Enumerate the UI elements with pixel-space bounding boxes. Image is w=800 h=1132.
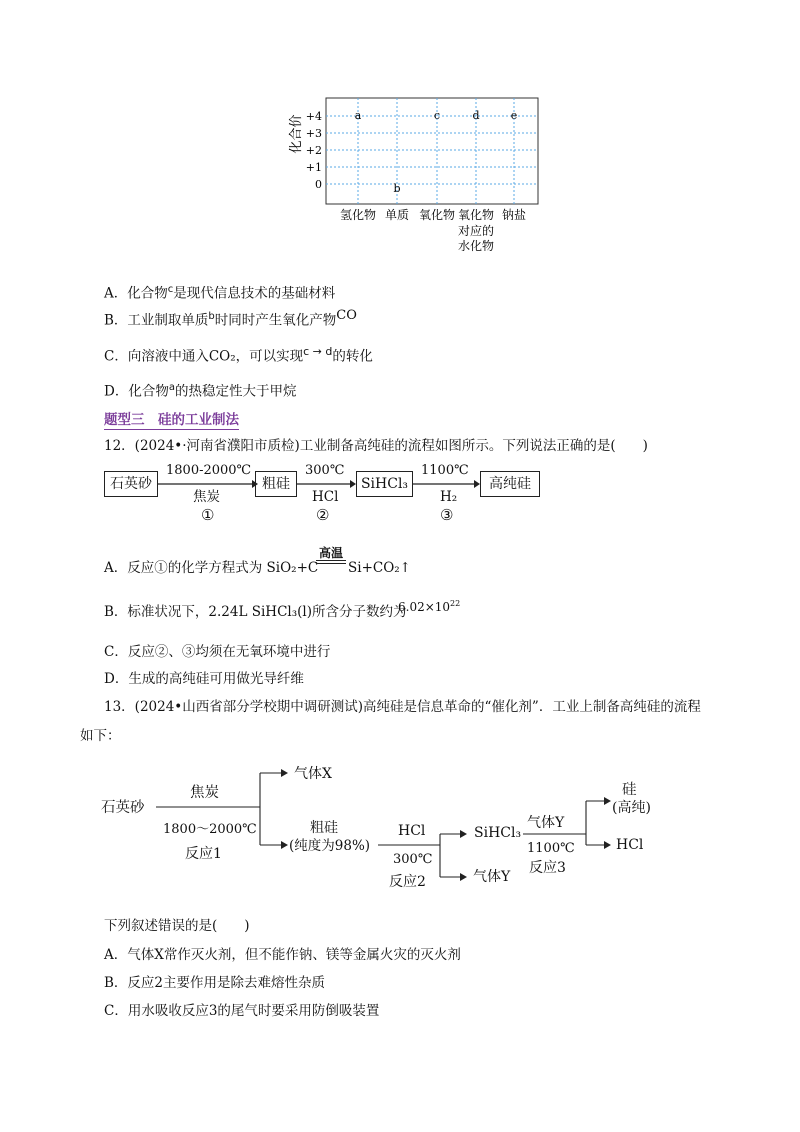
point-b: b xyxy=(393,182,401,195)
q12-option-d: D．生成的高纯硅可用做光导纤维 xyxy=(104,671,304,687)
flow-reagent-2: HCl xyxy=(312,489,339,505)
flow-box-quartz: 石英砂 xyxy=(104,471,158,497)
q13-crude-si: 粗硅 xyxy=(310,820,338,836)
q13-r2-temp: 300℃ xyxy=(393,852,433,867)
q11-option-a: A．化合物$^c$是现代信息技术的基础材料 xyxy=(104,284,336,302)
q11-option-d: D．化合物$^a$的热稳定性大于甲烷 xyxy=(104,382,297,400)
reaction-condition: 高温 xyxy=(316,547,346,564)
y-tick-label: +3 xyxy=(305,127,322,140)
y-tick-label: +2 xyxy=(305,144,322,157)
q13-gas-y-out: 气体Y xyxy=(473,869,511,885)
flow-cond-temp-1: 1800-2000℃ xyxy=(166,463,252,478)
flow-step-2: ② xyxy=(316,506,330,524)
q13-option-a: A．气体X常作灭火剂，但不能作钠、镁等金属火灾的灭火剂 xyxy=(104,947,461,963)
q13-gas-x: 气体X xyxy=(294,766,332,782)
x-category-label-extra: 水化物 xyxy=(457,239,495,253)
q13-pure-si-note: (高纯) xyxy=(612,800,651,816)
y-tick-label: +4 xyxy=(305,110,322,123)
flow-step-1: ① xyxy=(201,506,215,524)
q12-option-a-products: Si+CO₂↑ xyxy=(348,560,411,576)
flow-box-crude-si: 粗硅 xyxy=(255,471,297,497)
x-category-label-extra: 对应的 xyxy=(457,224,495,238)
q13-r1-name: 反应1 xyxy=(185,846,222,862)
q13-sihcl3: SiHCl₃ xyxy=(474,825,522,841)
q13-stem-line2: 如下： xyxy=(80,728,121,744)
flow-box-pure-si: 高纯硅 xyxy=(480,471,540,497)
q13-prompt: 下列叙述错误的是( ) xyxy=(104,918,250,934)
q13-r1-reagent: 焦炭 xyxy=(190,785,219,801)
flow-cond-temp-2: 300℃ xyxy=(305,463,345,478)
point-a: a xyxy=(354,109,362,122)
q13-crude-purity: (纯度为98%) xyxy=(289,838,371,854)
x-category-label: 钠盐 xyxy=(501,208,527,222)
point-d: d xyxy=(472,109,480,122)
q13-hcl-reagent: HCl xyxy=(398,823,426,839)
q11-option-c: C．向溶液中通入CO₂，可以实现$^{c \to d}$的转化 xyxy=(104,345,373,365)
flow-box-sihcl3: SiHCl₃ xyxy=(356,471,413,497)
q13-hcl-out: HCl xyxy=(616,837,644,853)
q13-option-b: B．反应2主要作用是除去难熔性杂质 xyxy=(104,975,326,991)
q13-start: 石英砂 xyxy=(101,800,145,816)
q13-r1-temp: 1800～2000℃ xyxy=(163,822,257,837)
section-heading: 题型三 硅的工业制法 xyxy=(104,408,239,430)
q12-option-a: A．反应①的化学方程式为 SiO₂+C xyxy=(104,560,319,576)
q13-option-c: C．用水吸收反应3的尾气时要采用防倒吸装置 xyxy=(104,1003,380,1019)
flow-step-3: ③ xyxy=(440,506,454,524)
flow-cond-temp-3: 1100℃ xyxy=(421,463,469,478)
x-category-label: 氧化物 xyxy=(418,208,456,222)
q13-r3-temp: 1100℃ xyxy=(527,841,575,856)
chart-ylabel: 化合价 xyxy=(289,114,304,154)
q12-option-b-number: $6.02\times 10^{22}$ xyxy=(398,599,461,614)
q12-option-b: B．标准状况下，2.24L SiHCl₃(l)所含分子数约为 xyxy=(104,604,407,620)
point-c: c xyxy=(433,109,441,122)
x-category-label: 氧化物 xyxy=(457,208,495,222)
flow-reagent-3: H₂ xyxy=(440,489,458,505)
q13-r3-name: 反应3 xyxy=(529,860,566,876)
y-tick-label: +1 xyxy=(305,161,322,174)
x-category-label: 单质 xyxy=(384,208,410,222)
x-category-label: 氢化物 xyxy=(339,208,377,222)
flow-reagent-1: 焦炭 xyxy=(193,489,220,505)
y-tick-label: 0 xyxy=(315,178,322,191)
q11-option-b: B．工业制取单质$^b$时同时产生氧化产物$^{CO}$ xyxy=(104,308,357,329)
q13-pure-si: 硅 xyxy=(622,782,637,798)
q12-option-c: C．反应②、③均须在无氧环境中进行 xyxy=(104,644,331,660)
q12-stem: 12．(2024•·河南省濮阳市质检)工业制备高纯硅的流程如图所示。下列说法正确的是( ) xyxy=(104,438,648,454)
point-e: e xyxy=(510,109,518,122)
q13-r2-name: 反应2 xyxy=(389,874,426,890)
q13-gas-y-reagent: 气体Y xyxy=(527,815,565,831)
q13-stem-line1: 13．(2024•山西省部分学校期中调研测试)高纯硅是信息革命的“催化剂”．工业上制备高纯硅的流程 xyxy=(104,699,701,715)
